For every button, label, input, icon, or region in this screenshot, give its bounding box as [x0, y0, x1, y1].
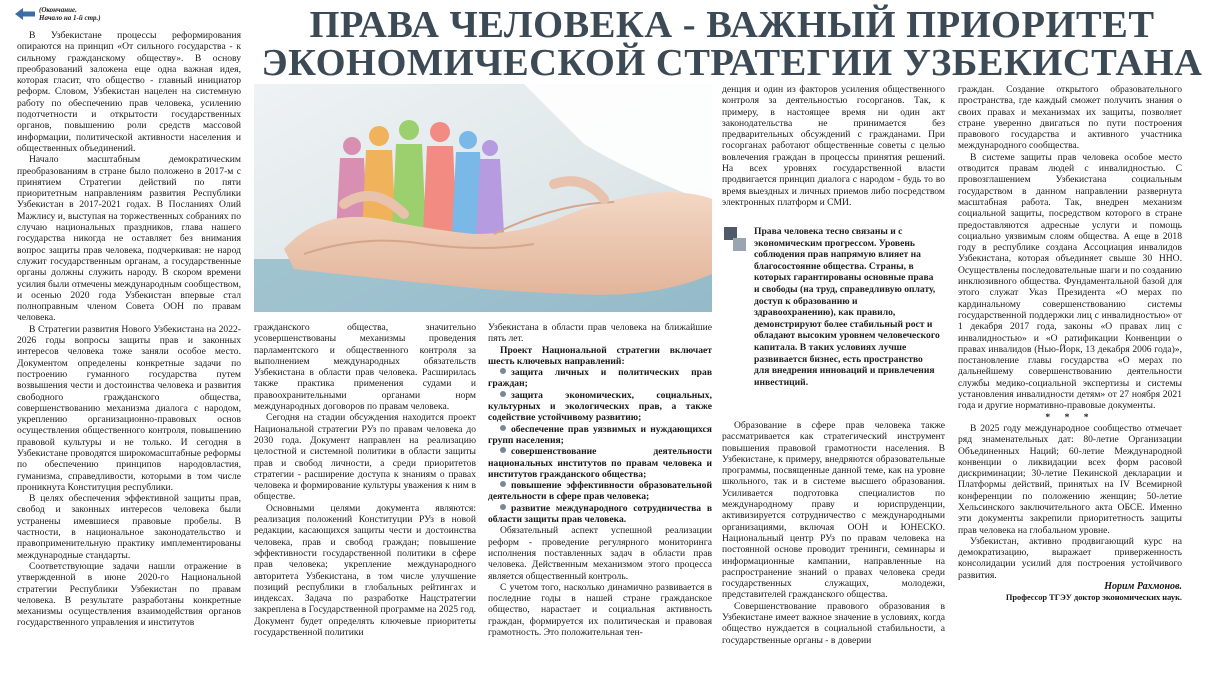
paragraph: Начало масштабным демократическим преобразованиям в стране было положено в 2017-м с принятием Стратегии действий по пяти приоритетным направлениям развития Республики Узбекистан в 2017-2021 годах. В Посланиях Олий Мажлису и, выступая на торжественных собраниях по случаю национальных праздников, глава нашего государства никогда не оставляет без внимания вопрос защиты прав человека, подчеркивая: не народ служит государственным органам, а государственные органы должны служить народу. В скором времени усилия были отмечены международным сообществом, и осенью 2020 года Узбекистан впервые стал полноправным членом Совета ООН по правам человека. [17, 154, 241, 324]
bullet-item: повышение эффективности образовательной деятельности в сфере прав человека; [488, 480, 712, 503]
column-4-top [722, 84, 945, 218]
bullet-item: обеспечение прав уязвимых и нуждающихся групп населения; [488, 423, 712, 446]
paragraph: граждан. Создание открытого образовательного пространства, где каждый сможет получить знания о своих правах и механизмах их защиты, позволяет стране уверенно двигаться по пути построения правового государства и активного участника международного сообщества. [958, 84, 1182, 152]
continuation-line-2: Начало на 1-й стр.) [39, 14, 101, 22]
paragraph: Соответствующие задачи нашли отражение в утвержденной в июне 2020-го Национальной стратегии Республики Узбекистан по правам человека. В результате разработаны конкретные механизмы осуществления взаимодействия органов государственного управления и институтов [17, 560, 241, 629]
left-arrow-icon [15, 8, 35, 20]
column-3 [488, 322, 712, 662]
title-line-2: ЭКОНОМИЧЕСКОЙ СТРАТЕГИИ УЗБЕКИСТАНА [261, 42, 1203, 84]
title-line-1: ПРАВА ЧЕЛОВЕКА - ВАЖНЫЙ ПРИОРИТЕТ [309, 4, 1155, 46]
quote-squares-icon [724, 227, 748, 253]
paragraph: Основными целями документа являются: реализация положений Конституции РУз в новой редакции, касающихся защиты чести и достоинства человека, прав и свобод граждан; повышение эффективности государственной политики в сфере прав человека; укрепление международного авторитета Узбекистана, в том числе улучшение позиций республики в глобальных рейтингах и индексах. Задача по разработке Нацстратегии закреплена в Государственной программе на 2025 год. Документ будет определять ключевые приоритеты государственной политики [254, 502, 476, 639]
article-photo [254, 84, 712, 312]
column-1 [17, 30, 241, 662]
paragraph: гражданского общества, значительно усовершенствованы механизмы проведения парламентского и общественного контроля за выполнением международных обязательств Узбекистана в области прав человека. Расширилась также практика применения судами и правоохранительными органами норм международных договоров по правам человека. [254, 322, 476, 413]
paragraph: Сегодня на стадии обсуждения находится проект Национальной стратегии РУз по правам человека до 2030 года. Документ направлен на реализацию целостной и системной политики в области защиты прав и свобод личности, а среди приоритетов стратегии - расширение доступа к знаниям о правах человека и формирование культуры уважения к ним в обществе. [254, 412, 476, 503]
column-5 [958, 84, 1182, 676]
article-title [258, 6, 1206, 82]
paragraph: С учетом того, насколько динамично развивается в последние годы в нашей стране гражданское общество, нарастает и социальная активность граждан, формируется их политическая и правовая грамотность. Это положительная тен- [488, 581, 712, 639]
paragraph: Узбекистана в области прав человека на ближайшие пять лет. [488, 322, 712, 345]
bullet-item: защита экономических, социальных, культурных и экологических прав, а также содействие устойчивому развитию; [488, 389, 712, 424]
paragraph: В Стратегии развития Нового Узбекистана на 2022-2026 годы вопросы защиты прав и законных интересов человека тоже заняли особое место. Документом определены конкретные задачи по построению гуманного государства путем возвышения чести и достоинства человека и развития свободного гражданского общества, совершенствованию механизма диалога с народом, укреплению организационно-правовых основ осуществления общественного контроля, повышению правовой культуры и не только. И сегодня в Узбекистане проводятся широкомасштабные реформы по обеспечению принципов народовластия, гуманизма, справедливости, которыми в том числе проникнута Конституция республики. [17, 323, 241, 493]
paragraph: Обязательный аспект успешной реализации реформ - проведение регулярного мониторинга исполнения поставленных задач в области прав человека. Действенным механизмом этого процесса является общественный контроль. [488, 525, 712, 582]
paragraph: Образование в сфере прав человека также рассматривается как стратегический инструмент повышения правовой грамотности населения. В Узбекистане, к примеру, внедряются образовательные программы, посвященные данной теме, как на уровне школьного, так и в системе высшего образования. Усиливается подготовка специалистов по международному праву и юриспруденции, активизируется сотрудничество с международными организациями, включая ООН и ЮНЕСКО. Национальный центр РУз по правам человека на постоянной основе проводит тренинги, семинары и информационные кампании, направленные на распространение знаний о правах человека среди государственных служащих, молодежи, представителей гражданского общества. [722, 420, 945, 601]
pull-quote: Права человека тесно связаны и с экономическим прогрессом. Уровень соблюдения прав напрямую влияет на благосостояние общества. Страны, в которых гарантированы основные права и свободы (на труд, справедливую оплату, доступ к образованию и здравоохранению), как правило, демонстрируют более стабильный рост и обладают высоким уровнем человеческого капитала. В таких условиях лучше развивается бизнес, есть пространство для внедрения инноваций и привлечения инвестиций. [754, 226, 940, 388]
column-4-bottom [722, 420, 945, 664]
section-divider: * * * [1045, 411, 1095, 423]
author-position: Профессор ТГЭУ доктор экономических наук. [1005, 593, 1182, 603]
bullet-item: защита личных и политических прав граждан; [488, 367, 712, 390]
paragraph: денция и один из факторов усиления общественного контроля за деятельностью госорганов. Так, к примеру, в настоящее время ни один акт законодательства не принимается без предварительных обсуждений с гражданами. При госорганах работают общественные советы с целью вовлечения граждан в процессы принятия решений. На всех уровнях государственной власти продвигается принцип диалога с народом - будь то во время выездных и личных приемов либо посредством электронных платформ и СМИ. [722, 84, 945, 208]
paragraph: В 2025 году международное сообщество отмечает ряд знаменательных дат: 80-летие Организации Объединенных Наций; 60-летие Международной конвенции о ликвидации всех форм расовой дискриминации; 30-летие Пекинской декларации и Платформы действий, принятых на IV Всемирной конференции по положению женщин; 50-летие Хельсинского заключительного акта ОБСЕ. Именно эти документы закрепили приоритетность защиты прав человека на глобальном уровне. [958, 422, 1182, 536]
column-2 [254, 322, 476, 662]
bullet-item: совершенствование деятельности национальных институтов по правам человека и институтов гражданского общества; [488, 446, 712, 480]
paragraph: В Узбекистане процессы реформирования опираются на принцип «От сильного государства - к сильному гражданскому обществу». В основу преобразований заложена еще одна важная идея, которая гласит, что общество - главный инициатор реформ. Словом, Узбекистан нацелен на системную работу по обеспечению прав человека, усилению подотчетности и открытости государственных органов, повышению роли средств массовой информации, политической активности населения и общественных объединений. [17, 30, 241, 154]
paragraph: Узбекистан, активно продвигающий курс на демократизацию, выражает приверженность консолидации усилий для построения устойчивого развития. [958, 535, 1182, 581]
bullet-item: развитие международного сотрудничества в области защиты прав человека. [488, 502, 712, 526]
paragraph: В системе защиты прав человека особое место отводится правам людей с инвалидностью. С провозглашением Узбекистана социальным государством в данном направлении развернута масштабная работа. Так, внедрен механизм социальной защиты, посредством которого в стране предоставляются адресные услуги и помощь социально уязвимым слоям общества. А еще в 2018 году в республике создана Ассоциация инвалидов Узбекистана, которая объединяет свыше 30 ННО. Осуществлены последовательные шаги и по созданию инклюзивного общества. Фундаментальной базой для этого служат Указ Президента «О мерах по кардинальному совершенствованию системы государственной поддержки лиц с инвалидностью» от 1 декабря 2017 года, законы «О правах лиц с инвалидностью» и «О ратификации Конвенции о правах инвалидов (Нью-Йорк, 13 декабря 2006 года)», постановление главы государства «О мерах по дальнейшему совершенствованию деятельности службы медико-социальной экспертизы и системы установления инвалидности детям» от 27 ноября 2021 года и другие нормативно-правовые документы. [958, 151, 1182, 412]
bullets-lead: Проект Национальной стратегии включает шесть ключевых направлений: [488, 344, 712, 367]
author-name: Норим Рахмонов. [1104, 581, 1182, 593]
paragraph: Совершенствование правового образования в Узбекистане имеет важное значение в условиях, когда общество нуждается в социальной стабильности, а государственные органы - в доверии [722, 600, 945, 646]
continuation-line-1: (Окончание. [39, 6, 77, 14]
hands-paper-people-illustration [254, 84, 712, 312]
paragraph: В целях обеспечения эффективной защиты прав, свобод и законных интересов человека были устранены имевшиеся правовые пробелы. В частности, в национальное законодательство и правоприменительную практику имплементированы международные стандарты. [17, 493, 241, 561]
